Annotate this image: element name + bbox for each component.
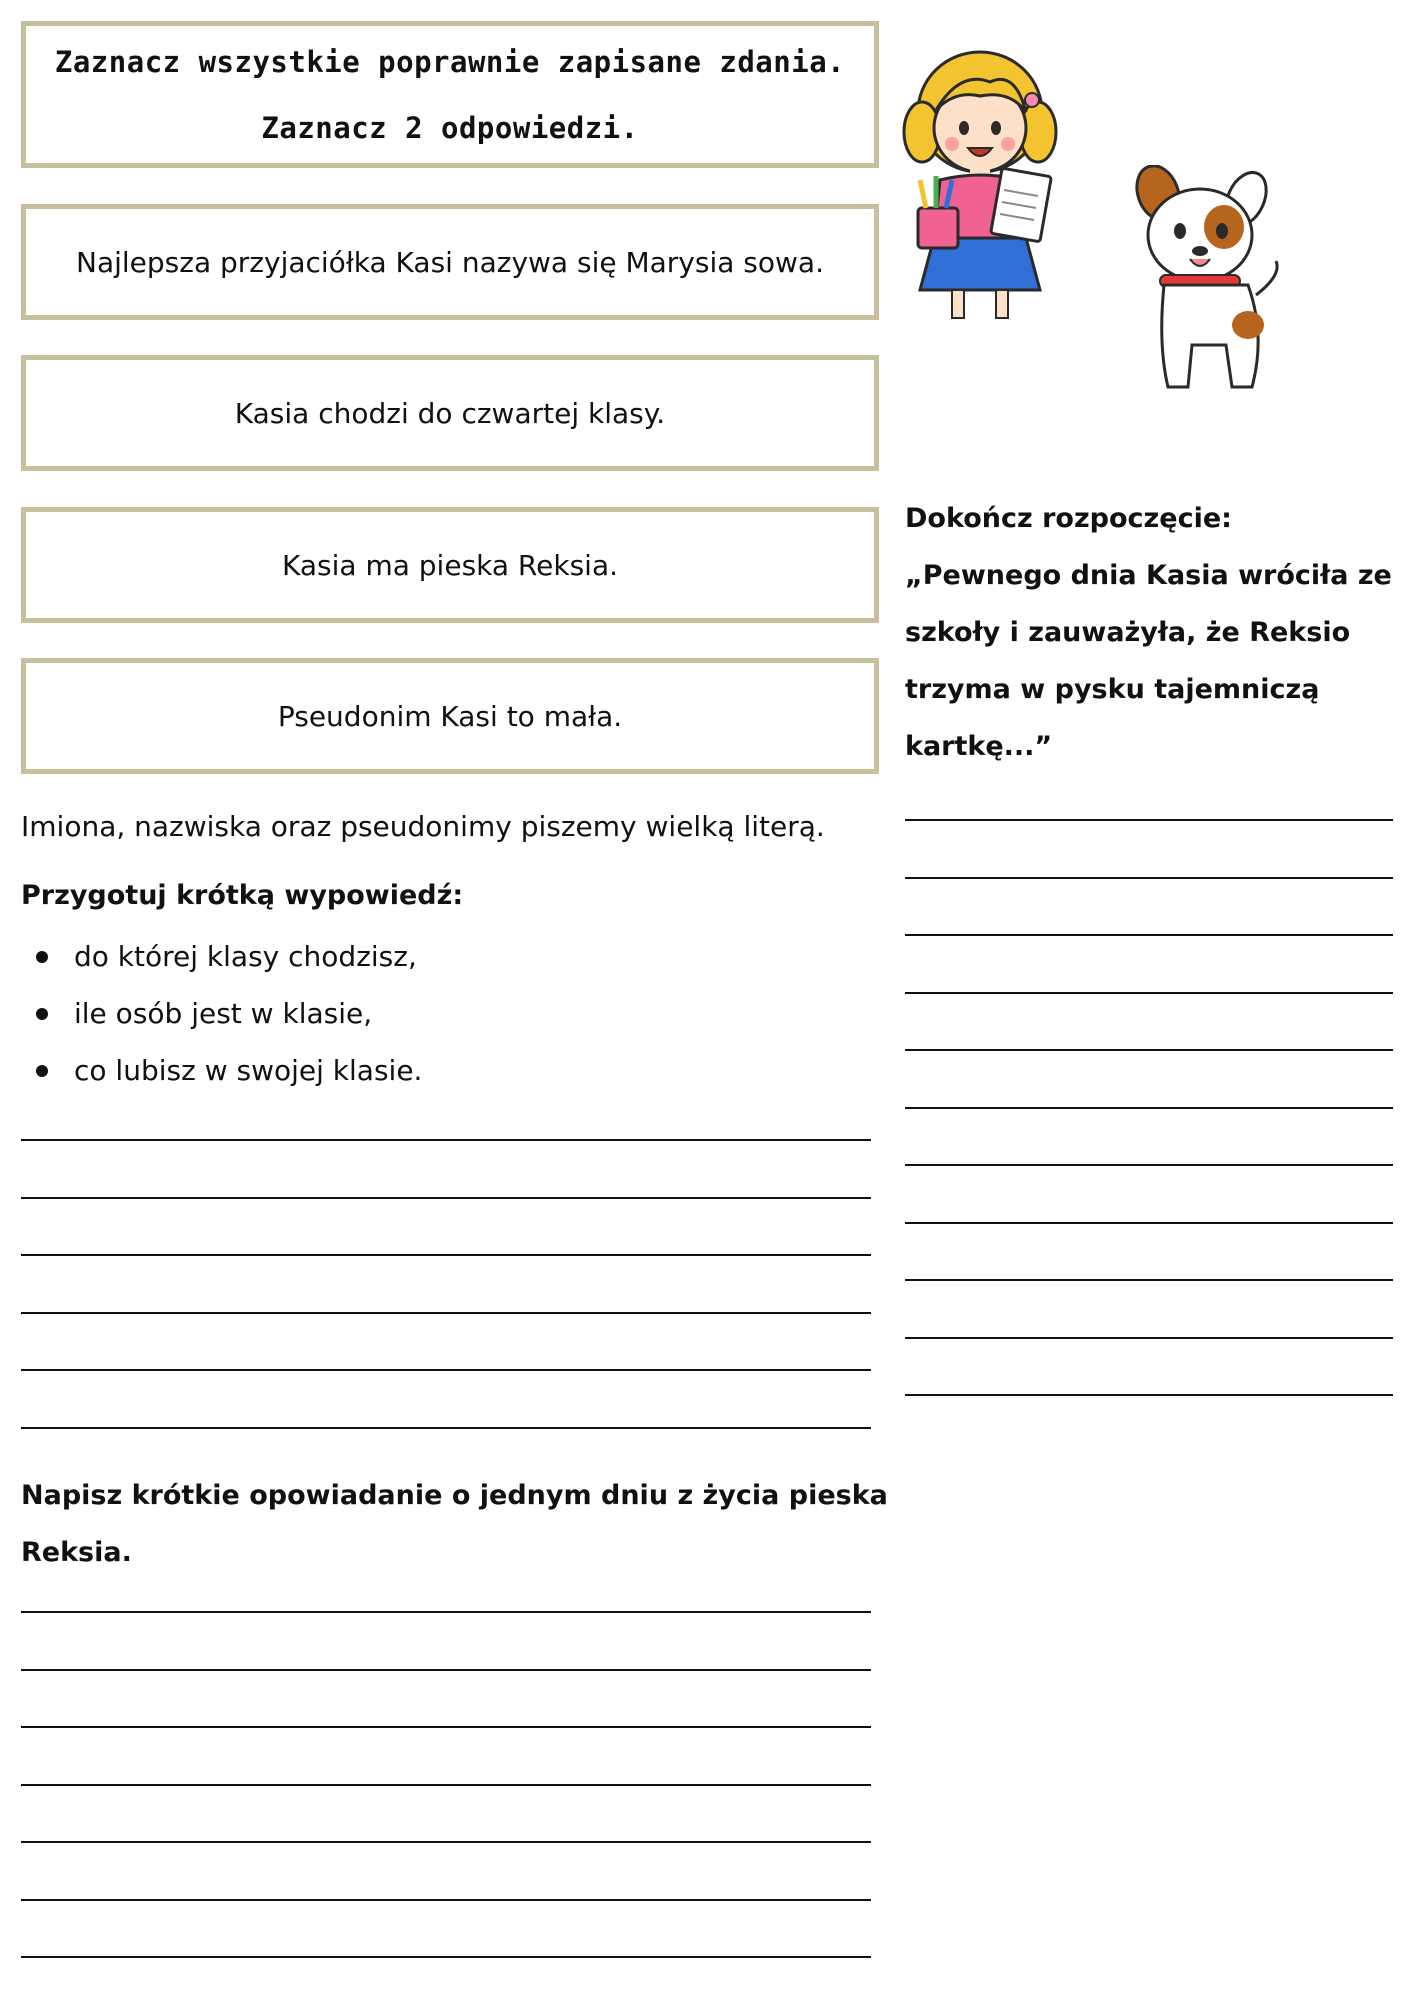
answer-option-2[interactable] [21, 355, 879, 471]
writing-line[interactable] [21, 1197, 871, 1199]
writing-line[interactable] [21, 1369, 871, 1371]
writing-line[interactable] [905, 1049, 1393, 1051]
writing-line[interactable] [905, 1222, 1393, 1224]
writing-line[interactable] [905, 1164, 1393, 1166]
writing-line[interactable] [21, 1726, 871, 1728]
writing-line[interactable] [21, 1139, 871, 1141]
writing-line[interactable] [905, 992, 1393, 994]
writing-line[interactable] [21, 1841, 871, 1843]
writing-line[interactable] [905, 934, 1393, 936]
girl-illustration [900, 40, 1070, 325]
answer-option-label: Kasia chodzi do czwartej klasy. [234, 396, 666, 430]
rule-text: Imiona, nazwiska oraz pseudonimy piszemy wielką literą. [21, 810, 825, 843]
dog-illustration [1130, 165, 1290, 405]
writing-line[interactable] [905, 1394, 1393, 1396]
answer-option-label: Pseudonim Kasi to mała. [277, 699, 623, 733]
task4-quote: „Pewnego dnia Kasia wróciła ze szkoły i zauważyła, że Reksio trzyma w pysku tajemniczą kartkę...” [905, 560, 1392, 762]
writing-line[interactable] [21, 1669, 871, 1671]
task1-instruction-box [21, 21, 879, 168]
writing-line[interactable] [905, 1337, 1393, 1339]
bullet-icon [36, 951, 48, 963]
list-item: ile osób jest w klasie, [30, 985, 422, 1042]
answer-option-3[interactable] [21, 507, 879, 623]
writing-line[interactable] [21, 1312, 871, 1314]
writing-line[interactable] [905, 1107, 1393, 1109]
task1-instruction-line2: Zaznacz 2 odpowiedzi. [261, 110, 639, 145]
writing-line[interactable] [21, 1611, 871, 1613]
task4-heading: Dokończ rozpoczęcie: [905, 503, 1232, 534]
bullet-icon [36, 1065, 48, 1077]
writing-line[interactable] [21, 1427, 871, 1429]
answer-option-label: Najlepsza przyjaciółka Kasi nazywa się Marysia sowa. [76, 245, 824, 279]
answer-option-4[interactable] [21, 658, 879, 774]
writing-line[interactable] [21, 1956, 871, 1958]
task1-instruction-line1: Zaznacz wszystkie poprawnie zapisane zdania. [54, 44, 846, 79]
writing-line[interactable] [905, 819, 1393, 821]
writing-line[interactable] [21, 1254, 871, 1256]
list-item: do której klasy chodzisz, [30, 928, 422, 985]
writing-line[interactable] [905, 877, 1393, 879]
writing-line[interactable] [21, 1899, 871, 1901]
writing-line[interactable] [21, 1784, 871, 1786]
list-item: co lubisz w swojej klasie. [30, 1042, 422, 1099]
answer-option-1[interactable] [21, 204, 879, 320]
task2-bullet-list [30, 928, 422, 1099]
task2-heading: Przygotuj krótką wypowiedź: [21, 880, 464, 911]
bullet-icon [36, 1008, 48, 1020]
task3-heading: Napisz krótkie opowiadanie o jednym dniu z życia pieska Reksia. [21, 1480, 888, 1568]
writing-line[interactable] [905, 1279, 1393, 1281]
answer-option-label: Kasia ma pieska Reksia. [282, 548, 618, 582]
